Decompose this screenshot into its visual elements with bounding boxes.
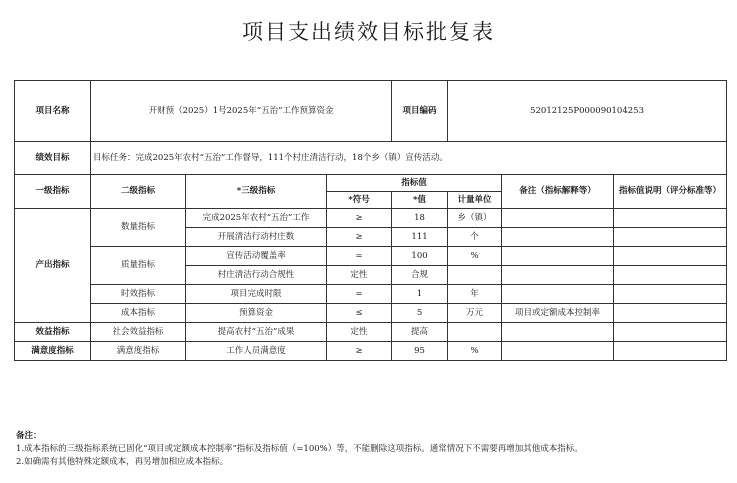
cell-explain (614, 228, 727, 247)
group-quality: 质量指标 (91, 247, 186, 285)
cell-remark: 项目或定额成本控制率 (502, 304, 614, 323)
cell-remark (502, 228, 614, 247)
cell-value: 111 (392, 228, 448, 247)
cell-level3: 完成2025年农村“五治”工作 (186, 209, 327, 228)
table-row (15, 304, 727, 323)
group-benefit: 效益指标 (15, 323, 91, 342)
cell-remark (502, 323, 614, 342)
cell-value: 18 (392, 209, 448, 228)
goal-value: 目标任务：完成2025年农村“五治”工作督导，111个村庄清洁行动，18个乡（镇）宣传活动。 (91, 142, 727, 175)
cell-level3: 工作人员满意度 (186, 342, 327, 361)
cell-explain (614, 247, 727, 266)
cell-level3: 开展清洁行动村庄数 (186, 228, 327, 247)
goal-label: 绩效目标 (15, 142, 91, 175)
cell-remark (502, 285, 614, 304)
cell-level3: 宣传活动覆盖率 (186, 247, 327, 266)
cell-value: 提高 (392, 323, 448, 342)
group-satisfaction-level2: 满意度指标 (91, 342, 186, 361)
project-code-value: 52012125P000090104253 (448, 81, 727, 142)
cell-explain (614, 304, 727, 323)
cell-symbol: ≥ (327, 342, 392, 361)
cell-remark (502, 266, 614, 285)
table-row (15, 323, 727, 342)
cell-value: 合规 (392, 266, 448, 285)
project-name-value: 开财预（2025）1号2025年“五治”工作预算资金 (91, 81, 392, 142)
header-level3: *三级指标 (186, 175, 327, 209)
group-quantity: 数量指标 (91, 209, 186, 247)
cell-symbol: 定性 (327, 266, 392, 285)
cell-remark (502, 247, 614, 266)
group-timeliness: 时效指标 (91, 285, 186, 304)
cell-value: 5 (392, 304, 448, 323)
cell-level3: 提高农村“五治”成果 (186, 323, 327, 342)
notes-heading: 备注： (16, 431, 42, 441)
note-line: 2.如确需有其他特殊定额成本，再另增加相应成本指标。 (16, 456, 229, 467)
cell-explain (614, 285, 727, 304)
cell-value: 100 (392, 247, 448, 266)
header-value: *值 (392, 192, 448, 209)
table-row (15, 247, 727, 266)
cell-explain (614, 323, 727, 342)
cell-symbol: ≥ (327, 209, 392, 228)
group-output: 产出指标 (15, 209, 91, 323)
header-level1: 一级指标 (15, 175, 91, 209)
cell-level3: 项目完成时限 (186, 285, 327, 304)
cell-explain (614, 209, 727, 228)
header-explain: 指标值说明（评分标准等） (614, 175, 727, 209)
table-row (15, 285, 727, 304)
cell-unit: 万元 (448, 304, 502, 323)
cell-level3: 预算资金 (186, 304, 327, 323)
cell-level3: 村庄清洁行动合规性 (186, 266, 327, 285)
header-remark: 备注（指标解释等） (502, 175, 614, 209)
header-unit: 计量单位 (448, 192, 502, 209)
project-name-label: 项目名称 (15, 81, 91, 142)
cell-symbol: = (327, 285, 392, 304)
table-row (15, 209, 727, 228)
page-title: 项目支出绩效目标批复表 (242, 20, 495, 44)
cell-unit (448, 266, 502, 285)
cell-unit: % (448, 247, 502, 266)
table-row (15, 342, 727, 361)
note-line: 1.成本指标的三级指标系统已固化“项目或定额成本控制率”指标及指标值（=100%）等，不能删除这项指标。通常情况下不需要再增加其他成本指标。 (16, 443, 583, 454)
project-code-label: 项目编码 (392, 81, 448, 142)
cell-symbol: ≤ (327, 304, 392, 323)
cell-unit: 乡（镇） (448, 209, 502, 228)
cell-symbol: ≥ (327, 228, 392, 247)
cell-unit: % (448, 342, 502, 361)
cell-unit (448, 323, 502, 342)
cell-remark (502, 209, 614, 228)
header-level2: 二级指标 (91, 175, 186, 209)
header-indicator-value: 指标值 (327, 175, 502, 192)
cell-unit: 年 (448, 285, 502, 304)
cell-unit: 个 (448, 228, 502, 247)
cell-explain (614, 266, 727, 285)
cell-remark (502, 342, 614, 361)
group-social: 社会效益指标 (91, 323, 186, 342)
performance-target-table (14, 80, 727, 361)
cell-value: 1 (392, 285, 448, 304)
header-symbol: *符号 (327, 192, 392, 209)
cell-explain (614, 342, 727, 361)
cell-symbol: 定性 (327, 323, 392, 342)
notes-section (16, 430, 728, 468)
group-satisfaction: 满意度指标 (15, 342, 91, 361)
cell-value: 95 (392, 342, 448, 361)
group-cost: 成本指标 (91, 304, 186, 323)
cell-symbol: = (327, 247, 392, 266)
